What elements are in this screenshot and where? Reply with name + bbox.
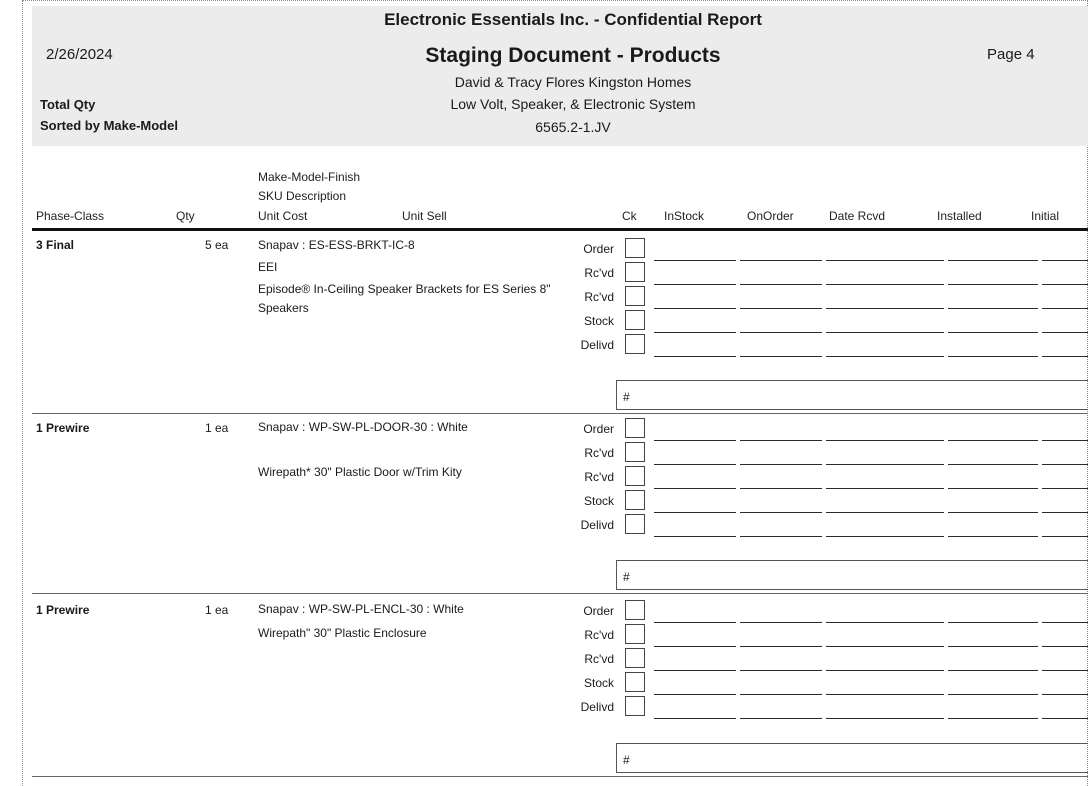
fill-line[interactable] [1042, 284, 1088, 285]
fill-line[interactable] [948, 670, 1038, 671]
col-qty: Qty [176, 209, 195, 223]
fill-line[interactable] [1042, 646, 1088, 647]
fill-line[interactable] [826, 260, 944, 261]
fill-line[interactable] [948, 464, 1038, 465]
fill-line[interactable] [948, 488, 1038, 489]
fill-line[interactable] [826, 308, 944, 309]
status-label: Order [583, 604, 614, 618]
col-sku-description: SKU Description [258, 189, 347, 203]
fill-line[interactable] [654, 440, 736, 441]
fill-line[interactable] [654, 718, 736, 719]
status-label: Order [583, 422, 614, 436]
fill-line[interactable] [654, 488, 736, 489]
fill-line[interactable] [826, 536, 944, 537]
fill-line[interactable] [1042, 332, 1088, 333]
rcvd-checkbox[interactable] [625, 442, 645, 462]
fill-line[interactable] [740, 622, 822, 623]
notes-field[interactable] [616, 380, 1088, 410]
fill-line[interactable] [826, 646, 944, 647]
fill-line[interactable] [740, 488, 822, 489]
status-label: Rc'vd [584, 652, 614, 666]
fill-line[interactable] [826, 718, 944, 719]
fill-line[interactable] [1042, 694, 1088, 695]
fill-line[interactable] [948, 332, 1038, 333]
fill-line[interactable] [948, 440, 1038, 441]
fill-line[interactable] [740, 260, 822, 261]
fill-line[interactable] [826, 512, 944, 513]
row-separator [32, 413, 1088, 414]
status-label: Stock [583, 494, 614, 508]
fill-line[interactable] [1042, 308, 1088, 309]
rcvd-checkbox[interactable] [625, 262, 645, 282]
fill-line[interactable] [654, 694, 736, 695]
order-checkbox[interactable] [625, 600, 645, 620]
fill-line[interactable] [740, 718, 822, 719]
fill-line[interactable] [654, 512, 736, 513]
col-on-order: OnOrder [747, 209, 794, 223]
header-rule [32, 228, 1088, 231]
order-checkbox[interactable] [625, 238, 645, 258]
report-date: 2/26/2024 [46, 46, 113, 63]
item-phase: 1 Prewire [36, 421, 90, 435]
document-title: Staging Document - Products [425, 44, 721, 67]
fill-line[interactable] [740, 284, 822, 285]
fill-line[interactable] [826, 440, 944, 441]
fill-line[interactable] [1042, 440, 1088, 441]
fill-line[interactable] [740, 356, 822, 357]
page-number: Page 4 [987, 46, 1035, 63]
fill-line[interactable] [826, 332, 944, 333]
item-description: Wirepath" 30" Plastic Enclosure [258, 626, 427, 640]
fill-line[interactable] [654, 646, 736, 647]
fill-line[interactable] [948, 694, 1038, 695]
delivered-checkbox[interactable] [625, 696, 645, 716]
status-label: Rc'vd [584, 470, 614, 484]
notes-field[interactable] [616, 743, 1088, 773]
sort-label: Sorted by Make-Model [40, 118, 178, 133]
status-label: Rc'vd [584, 290, 614, 304]
system-name: Low Volt, Speaker, & Electronic System [450, 96, 696, 112]
fill-line[interactable] [654, 356, 736, 357]
item-description: Wirepath* 30" Plastic Door w/Trim Kity [258, 465, 462, 479]
rcvd-checkbox[interactable] [625, 466, 645, 486]
col-initial: Initial [1031, 209, 1060, 223]
status-label: Delivd [580, 338, 614, 352]
item-model: Snapav : WP-SW-PL-DOOR-30 : White [258, 420, 468, 434]
fill-line[interactable] [826, 464, 944, 465]
status-label: Stock [583, 676, 614, 690]
fill-line[interactable] [826, 622, 944, 623]
item-description: Episode® In-Ceiling Speaker Brackets for ES Series 8" Speakers [258, 282, 551, 315]
status-label: Rc'vd [584, 446, 614, 460]
fill-line[interactable] [1042, 512, 1088, 513]
fill-line[interactable] [948, 284, 1038, 285]
fill-line[interactable] [1042, 622, 1088, 623]
fill-line[interactable] [740, 332, 822, 333]
fill-line[interactable] [948, 512, 1038, 513]
rcvd-checkbox[interactable] [625, 648, 645, 668]
fill-line[interactable] [740, 308, 822, 309]
stock-checkbox[interactable] [625, 672, 645, 692]
fill-line[interactable] [826, 356, 944, 357]
fill-line[interactable] [740, 646, 822, 647]
fill-line[interactable] [740, 536, 822, 537]
item-phase: 3 Final [36, 238, 75, 252]
fill-line[interactable] [1042, 356, 1088, 357]
fill-line[interactable] [654, 308, 736, 309]
item-finish: EEI [258, 260, 278, 274]
fill-line[interactable] [826, 488, 944, 489]
status-label: Stock [583, 314, 614, 328]
fill-line[interactable] [740, 670, 822, 671]
fill-line[interactable] [1042, 718, 1088, 719]
rcvd-checkbox[interactable] [625, 286, 645, 306]
fill-line[interactable] [654, 284, 736, 285]
total-qty-label: Total Qty [40, 97, 96, 112]
fill-line[interactable] [654, 260, 736, 261]
col-phase-class: Phase-Class [36, 209, 105, 223]
fill-line[interactable] [654, 536, 736, 537]
item-phase: 1 Prewire [36, 603, 90, 617]
col-installed: Installed [937, 209, 982, 223]
fill-line[interactable] [948, 308, 1038, 309]
col-unit-sell: Unit Sell [402, 209, 447, 223]
fill-line[interactable] [948, 536, 1038, 537]
item-qty: 5 ea [205, 238, 229, 252]
status-label: Order [583, 242, 614, 256]
status-label: Delivd [580, 518, 614, 532]
status-label: Rc'vd [584, 266, 614, 280]
fill-line[interactable] [1042, 260, 1088, 261]
row-separator [32, 593, 1088, 594]
fill-line[interactable] [948, 718, 1038, 719]
notes-mark: # [623, 753, 630, 767]
fill-line[interactable] [1042, 488, 1088, 489]
col-ck: Ck [622, 209, 637, 223]
client-name: David & Tracy Flores Kingston Homes [454, 74, 692, 90]
status-label: Delivd [580, 700, 614, 714]
item-qty: 1 ea [205, 603, 229, 617]
status-label: Rc'vd [584, 628, 614, 642]
stock-checkbox[interactable] [625, 310, 645, 330]
notes-field[interactable] [616, 560, 1088, 590]
fill-line[interactable] [654, 622, 736, 623]
fill-line[interactable] [948, 260, 1038, 261]
company-title: Electronic Essentials Inc. - Confidential Report [384, 10, 762, 29]
fill-line[interactable] [1042, 536, 1088, 537]
stock-checkbox[interactable] [625, 490, 645, 510]
col-make-model-finish: Make-Model-Finish [258, 170, 361, 184]
fill-line[interactable] [826, 670, 944, 671]
fill-line[interactable] [654, 464, 736, 465]
fill-line[interactable] [1042, 464, 1088, 465]
col-in-stock: InStock [664, 209, 705, 223]
item-qty: 1 ea [205, 421, 229, 435]
delivered-checkbox[interactable] [625, 334, 645, 354]
fill-line[interactable] [948, 356, 1038, 357]
fill-line[interactable] [740, 440, 822, 441]
item-model: Snapav : WP-SW-PL-ENCL-30 : White [258, 602, 464, 616]
item-model: Snapav : ES-ESS-BRKT-IC-8 [258, 238, 415, 252]
fill-line[interactable] [826, 694, 944, 695]
fill-line[interactable] [1042, 670, 1088, 671]
fill-line[interactable] [948, 646, 1038, 647]
fill-line[interactable] [654, 332, 736, 333]
col-unit-cost: Unit Cost [258, 209, 308, 223]
rcvd-checkbox[interactable] [625, 624, 645, 644]
row-separator [32, 776, 1088, 777]
fill-line[interactable] [948, 622, 1038, 623]
notes-mark: # [623, 390, 630, 404]
fill-line[interactable] [740, 694, 822, 695]
job-number: 6565.2-1.JV [535, 119, 611, 135]
col-date-rcvd: Date Rcvd [829, 209, 886, 223]
fill-line[interactable] [654, 670, 736, 671]
fill-line[interactable] [740, 464, 822, 465]
delivered-checkbox[interactable] [625, 514, 645, 534]
order-checkbox[interactable] [625, 418, 645, 438]
notes-mark: # [623, 570, 630, 584]
fill-line[interactable] [826, 284, 944, 285]
fill-line[interactable] [740, 512, 822, 513]
